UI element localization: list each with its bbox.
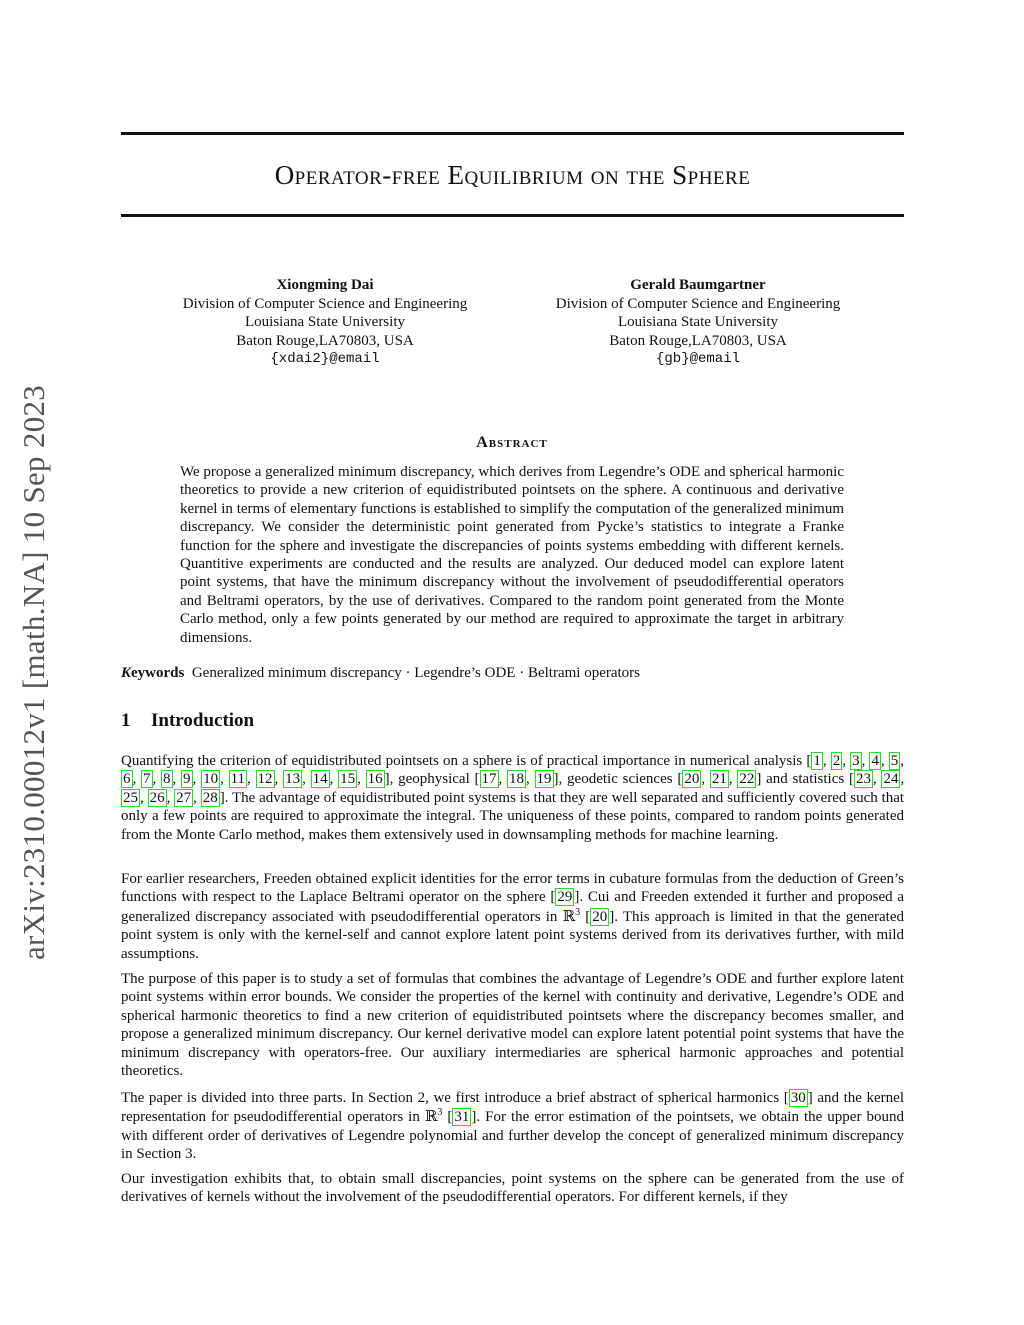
paragraph-text: , geophysical [389, 771, 475, 788]
citation-link[interactable]: 16 [367, 771, 383, 788]
section-heading [121, 710, 254, 732]
superscript: 3 [437, 1107, 443, 1119]
paragraph-text: and the kernel representation for pseudodifferential operators in [121, 1090, 904, 1126]
paragraph-text: . The advantage of equidistributed point systems is that they are well separated and sufficiently covered such that only a few points are required to approximate the integral. The uniqueness of these points, compared to random points generated from the Monte Carlo method, makes them extensively used in downsampling methods for machine learning. [121, 789, 905, 843]
title-bottom-rule [121, 214, 904, 217]
paragraph-5: Our investigation exhibits that, to obtain small discrepancies, point systems on the sphere can be generated from the use of derivatives of kernels without the involvement of the pseudodifferential operators. For different kernels, if they [121, 1171, 904, 1206]
author-name: Gerald Baumgartner [630, 277, 766, 293]
author-email: {gb}@email [655, 351, 740, 367]
author-department: Division of Computer Science and Engineering [182, 295, 468, 312]
paragraph-3: The purpose of this paper is to study a set of formulas that combines the advantage of Legendre’s ODE and further explore latent point systems within error bounds. We consider the properties of the kernel with continuity and derivative, Legendre’s ODE and spherical harmonic theoretics to find a new criterion of equidistributed pointsets where the discrepancy becomes smaller, and propose a generalized minimum discrepancy. Our kernel derivative model can explore latent potential point systems that have the minimum discrepancy with operators-free. Our auxiliary intermediaries are spherical harmonic approaches and potential theoretics. [121, 971, 904, 1080]
citation-link[interactable]: 4 [871, 753, 879, 769]
section-number: 1 [121, 710, 131, 731]
citation-link[interactable]: 26 [149, 789, 165, 806]
keywords-label-rest: eywords [131, 665, 185, 681]
keywords-line [121, 665, 640, 682]
citation-link[interactable]: 18 [509, 771, 525, 788]
citation-link[interactable]: 31 [454, 1109, 470, 1126]
abstract-heading: Abstract [476, 434, 548, 451]
author-department: Division of Computer Science and Engineering [555, 295, 841, 312]
citation-link[interactable]: 24 [883, 771, 899, 788]
citation-link[interactable]: 3 [852, 753, 860, 769]
citation-link[interactable]: 29 [557, 889, 573, 906]
paragraph-2: For earlier researchers, Freeden obtained explicit identities for the error terms in cubature formulas from the deduction of Green’s functions with respect to the Laplace Beltrami operator on the sphere [ 29 ]. Cui and Freeden extended it further and proposed a generalized discrepancy associated with pseudodifferential operators in ℝ$^3$ [ 20 ]. This approach is limited in that the generated point system is only with the kernel-self and cannot explore latent point systems derived from its derivatives further, with mild assumptions. [121, 871, 904, 962]
citation-link[interactable]: 13 [285, 771, 301, 788]
arxiv-side-label: arXiv:2310.00012v1 [math.NA] 10 Sep 2023 [16, 384, 51, 960]
citation-group: [ 20 , 21 , 22 ] [677, 771, 762, 788]
paragraph-text: . Cui and Freeden extended it further and proposed a generalized discrepancy associated with pseudodifferential operators in [121, 889, 904, 925]
citation-link[interactable]: 22 [739, 771, 755, 788]
citation-link[interactable]: 14 [312, 771, 328, 788]
citation-link[interactable]: 20 [592, 908, 608, 925]
citation-link[interactable]: 5 [890, 753, 899, 769]
author-email: {xdai2}@email [270, 351, 380, 367]
paragraph-text: and statistics [761, 771, 849, 788]
citation-link[interactable]: 15 [340, 771, 356, 788]
paragraph-text: . For the error estimation of the pointsets, we obtain the upper bound with different order of derivatives of Legendre polynomial and further develop the concept of generalized minimum discrepancy in Section 3. [121, 1109, 904, 1163]
citation-group: [ 17 , 18 , 19 ] [474, 771, 559, 788]
paragraph-1 [121, 752, 904, 844]
citation-group: [ 23 , 24 , 25 , 26 , 27 , 28 ] [123, 771, 905, 806]
paragraph-text: The paper is divided into three parts. In Section 2, we first introduce a brief abstract of spherical harmonics [121, 1090, 784, 1106]
author-name: Xiongming Dai [276, 277, 374, 293]
citation-link[interactable]: 30 [790, 1090, 806, 1106]
citation-link[interactable]: 7 [143, 771, 151, 788]
keywords-list: Generalized minimum discrepancy · Legendre’s ODE · Beltrami operators [191, 665, 641, 681]
citation-link[interactable]: 17 [481, 771, 497, 788]
citation-link[interactable]: 25 [123, 789, 138, 806]
citation-link[interactable]: 27 [176, 789, 192, 806]
citation-group: [ 1 , 2 , 3 , 4 , 5 , 6 , 7 , 8 , 9 , 10 , 11 , 12 , 13 , 14 , 15 , 16 ] [123, 753, 905, 788]
citation-link[interactable]: 12 [257, 771, 273, 788]
author-block-2 [498, 276, 898, 369]
real-number-symbol: ℝ [424, 1107, 438, 1126]
paragraph-text: . This approach is limited in that the generated point system is only with the kernel-self and cannot explore latent point systems derived from its derivatives further, with mild assumptions. [121, 908, 904, 962]
citation-link[interactable]: 19 [536, 771, 552, 788]
citation-link[interactable]: 11 [230, 771, 246, 788]
paragraph-text: For earlier researchers, Freeden obtained explicit identities for the error terms in cubature formulas from the deduction of Green’s functions with respect to the Laplace Beltrami operator on the sphere [121, 871, 904, 906]
citation-link[interactable]: 6 [123, 771, 131, 788]
citation-link[interactable]: 2 [832, 753, 841, 769]
superscript: 3 [575, 906, 581, 918]
author-university: Louisiana State University [245, 314, 405, 330]
citation-link[interactable]: 28 [202, 789, 218, 806]
author-address: Baton Rouge,LA70803, USA [236, 332, 414, 349]
paragraph-4: The paper is divided into three parts. In Section 2, we first introduce a brief abstract of spherical harmonics [ 30 ] and the kernel representation for pseudodifferential operators in ℝ$^3$ [ 31 ]. For the error estimation of the pointsets, we obtain the upper bound with different order of derivatives of Legendre polynomial and further develop the concept of generalized minimum discrepancy in Section 3. [121, 1090, 904, 1163]
top-rule [121, 132, 904, 135]
citation-link[interactable]: 20 [684, 771, 700, 788]
real-number-symbol: ℝ [562, 906, 576, 925]
author-block-1 [125, 276, 525, 369]
paper-title: Operator-free Equilibrium on the Sphere [274, 160, 751, 190]
citation-link[interactable]: 9 [183, 771, 191, 788]
section-title: Introduction [151, 710, 255, 731]
citation-link[interactable]: 1 [813, 753, 821, 769]
author-university: Louisiana State University [618, 314, 778, 330]
citation-link[interactable]: 8 [163, 771, 171, 788]
paragraph-text: Quantifying the criterion of equidistributed pointsets on a sphere is of practical importance in numerical analysis [121, 753, 807, 769]
author-address: Baton Rouge,LA70803, USA [609, 332, 787, 349]
keywords-label [121, 665, 184, 681]
citation-link[interactable]: 21 [711, 771, 727, 788]
citation-link[interactable]: 23 [855, 771, 871, 788]
citation-link[interactable]: 10 [203, 771, 219, 788]
keywords-label-initial: K [121, 665, 132, 681]
paragraph-text: , geodetic sciences [558, 771, 678, 788]
abstract-text: We propose a generalized minimum discrepancy, which derives from Legendre’s ODE and spherical harmonic theoretics to provide a new criterion of equidistributed pointsets on the sphere. A continuous and derivative kernel in terms of elementary functions is established to simplify the computation of the generalized minimum discrepancy. We consider the deterministic point generated from Pycke’s statistics to integrate a Franke function for the sphere and investigate the discrepancies of points systems embedding with different kernels. Quantitive experiments are conducted and the results are analyzed. Our deduced model can explore latent point systems, that have the minimum discrepancy without the involvement of pseudodifferential operators and Beltrami operators, by the use of derivatives. Compared to the random point generated from the Monte Carlo method, only a few points generated by our method are required to approximate the target in arbitrary dimensions. [180, 464, 844, 646]
